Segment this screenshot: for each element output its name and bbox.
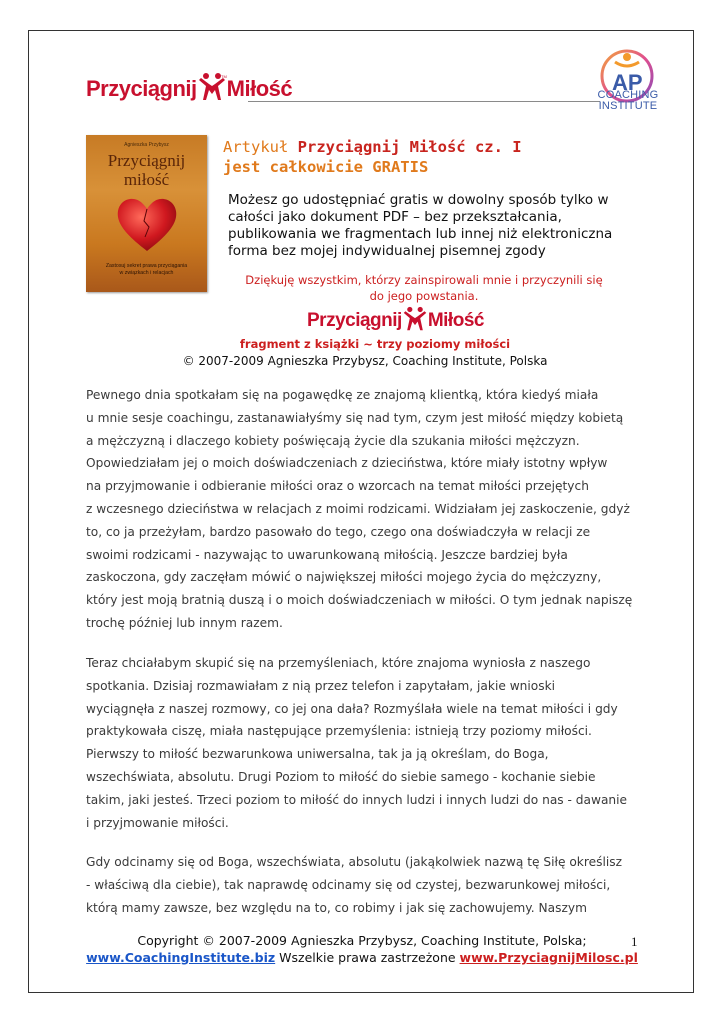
text-line: - właściwą dla ciebie), tak naprawdę odcinamy się od czystej, bezwarunkowej miłości, (86, 877, 611, 892)
paragraph-1 (86, 384, 646, 635)
text-line: wyciągnęła z naszej rozmowy, co jej ona dała? Rozmyślała wiele na temat miłości i gdy (86, 701, 618, 716)
page-footer (60, 932, 664, 966)
brand-logo (86, 72, 292, 102)
text-line: a mężczyzną i dlaczego kobiety poświęcają życie dla szukania miłości mężczyzn. (86, 433, 580, 448)
license-note (228, 192, 628, 260)
text-line: zaskoczona, gdy zaczęłam mówić o największej miłości mojego życia do mężczyzny, (86, 570, 602, 585)
intro-line: publikowania we fragmentach lub innej niż elektroniczna (228, 226, 613, 242)
copyright-line: © 2007-2009 Agnieszka Przybysz, Coaching Institute, Polska (182, 354, 548, 368)
paragraph-3 (86, 851, 646, 919)
przyciagnij-milosc-link[interactable]: www.PrzyciagnijMilosc.pl (459, 950, 638, 965)
text-line: którą mamy zawsze, bez względu na to, co robimy i jak się zachowujemy. Naszym (86, 900, 587, 915)
footer-copyright: Copyright © 2007-2009 Agnieszka Przybysz, Coaching Institute, Polska; (137, 933, 587, 948)
text-line: Opowiedziałam jej o moich doświadczeniach z dzieciństwa, które miały istotny wpływ (86, 456, 608, 471)
logo-text-left: Przyciągnij (86, 76, 197, 101)
text-line: wszechświata, absolutu. Drugi Poziom to miłość do siebie samego - kochanie siebie (86, 769, 596, 784)
thanks-line1: Dziękuję wszystkim, którzy zainspirowali mnie i przyczynili się (245, 273, 603, 287)
heart-icon (114, 191, 180, 257)
book-cover-image (86, 135, 207, 292)
heading-part2: Przyciągnij Miłość cz. I (297, 138, 522, 156)
book-title-line1: Przyciągnij (107, 151, 186, 170)
book-title-line2: miłość (123, 170, 170, 189)
thanks-note (225, 272, 623, 304)
coaching-institute-label (595, 90, 661, 112)
intro-line: Możesz go udostępniać gratis w dowolny sposób tylko w (228, 192, 609, 208)
ci-line2: INSTITUTE (598, 100, 658, 112)
text-line: który jest moją bratnią duszą i o moich doświadczeniach w miłości. O tym jednak napiszę (86, 593, 633, 608)
book-subtitle-line1: Zastosuj sekret prawa przyciągania (105, 263, 188, 269)
brand-logo-middle (307, 306, 484, 332)
text-line: Pewnego dnia spotkałam się na pogawędkę ze znajomą klientką, która kiedyś miała (86, 388, 599, 402)
text-line: Gdy odcinamy się od Boga, wszechświata, absolutu (jakąkolwiek nazwą tę Siłę określisz (86, 855, 622, 869)
ci-logo-letters: AP (612, 70, 643, 95)
dancing-figures-icon (197, 72, 227, 102)
logo-mid-text-left: Przyciągnij (307, 310, 402, 331)
intro-line: forma bez mojej indywidualnej pisemnej zgody (228, 243, 546, 259)
heading-line2: jest całkowicie GRATIS (223, 158, 429, 176)
text-line: Teraz chciałabym skupić się na przemyśleniach, które znajoma wyniosła z naszego (86, 656, 591, 670)
footer-rights: Wszelkie prawa zastrzeżone (275, 950, 460, 965)
tm-mark: TM (220, 74, 227, 79)
intro-line: całości jako dokument PDF – bez przekształcania, (228, 209, 562, 225)
text-line: u mnie sesje coachingu, zastanawiałyśmy się nad tym, czym jest miłość między kobietą (86, 410, 624, 425)
text-line: spotkania. Dzisiaj rozmawiałam z nią przez telefon i zapytałam, jakie wnioski (86, 678, 556, 693)
ci-line1: COACHING (597, 89, 659, 101)
text-line: takim, jaki jesteś. Trzeci poziom to miłość do innych ludzi i innych ludzi do nas - dawanie (86, 792, 628, 807)
article-heading (223, 137, 522, 177)
logo-text-right: Miłość (226, 76, 293, 101)
page-number: 1 (631, 934, 638, 949)
text-line: na przyjmowanie i odbieranie miłości oraz o wzorcach na temat miłości przejętych (86, 479, 589, 494)
book-subtitle (86, 263, 207, 277)
book-subtitle-line2: w związkach i relacjach (119, 270, 174, 276)
text-line: swoimi rodzicami - nazywając to uwarunkowaną miłością. Jeszcze bardziej była (86, 547, 568, 562)
book-title (86, 151, 207, 189)
logo-mid-text-right: Miłość (427, 310, 484, 331)
paragraph-2 (86, 652, 646, 834)
text-line: trochę później lub innym razem. (86, 615, 283, 630)
dancing-figures-icon (402, 306, 428, 332)
fragment-subtitle: fragment z książki ~ trzy poziomy miłości (239, 337, 511, 351)
coaching-institute-link[interactable]: www.CoachingInstitute.biz (86, 950, 276, 965)
book-author: Agnieszka Przybysz (124, 142, 169, 148)
header-rule (248, 101, 600, 102)
text-line: to, co ja przeżyłam, bardzo pasowało do tego, czego ona doświadczyła w relacji ze (86, 524, 591, 539)
text-line: praktykowała ciszę, miała następujące przemyślenia: istnieją trzy poziomy miłości. (86, 724, 592, 739)
footer-links (60, 949, 664, 966)
heading-part1: Artykuł (223, 138, 298, 156)
text-line: i przyjmowanie miłości. (86, 815, 229, 830)
text-line: Pierwszy to miłość bezwarunkowa uniwersalna, tak ja ją określam, do Boga, (86, 747, 549, 762)
thanks-line2: do jego powstania. (369, 289, 479, 303)
text-line: z wczesnego dzieciństwa w relacjach z moimi rodzicami. Widziałam jej zaskoczenie, gdyż (86, 501, 630, 516)
